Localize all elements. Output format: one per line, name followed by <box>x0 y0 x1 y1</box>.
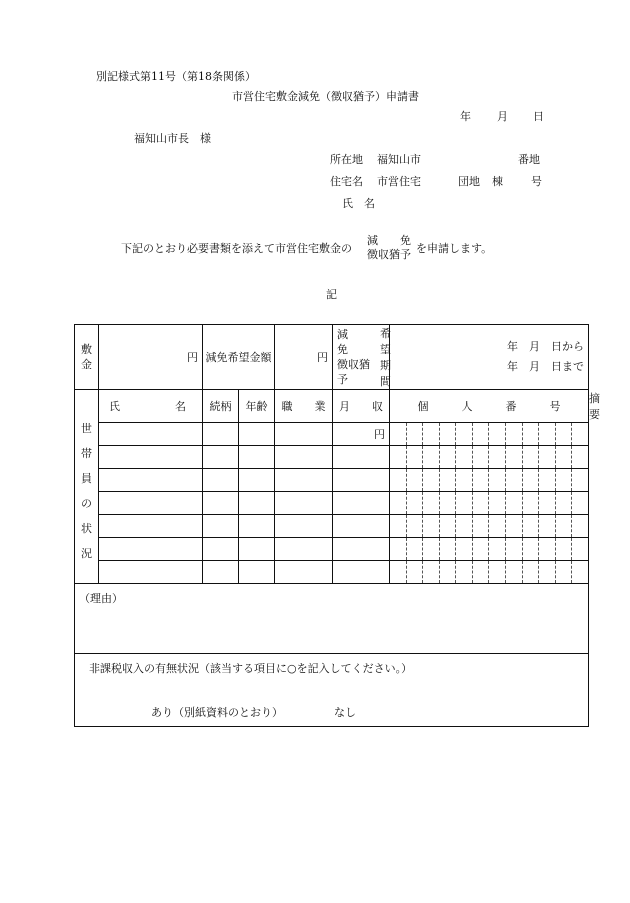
nontax-row <box>75 654 589 727</box>
shikikin-amount-cell[interactable]: 円 <box>99 325 203 390</box>
form-number: 別記様式第11号（第18条関係） <box>96 70 256 83</box>
date-year: 年 <box>460 110 471 123</box>
reason-cell[interactable] <box>75 584 589 654</box>
intro-chousyu: 徴収猶予 <box>367 248 411 261</box>
table-row <box>75 469 589 492</box>
nontax-yes[interactable]: あり（別紙資料のとおり） <box>151 706 283 719</box>
intro-genmen: 減 免 <box>367 234 411 247</box>
col-mynumber: 個 人 番 号 <box>390 390 589 423</box>
address-label: 所在地 <box>330 153 363 166</box>
table-row <box>75 515 589 538</box>
income-unit: 円 <box>374 428 385 441</box>
application-table <box>74 324 600 727</box>
address-value: 福知山市 <box>377 153 421 166</box>
addressee: 福知山市長 様 <box>134 132 211 145</box>
genmen-amount-label: 減免希望金額 <box>203 325 275 390</box>
table-row <box>75 561 589 584</box>
ki-label: 記 <box>326 288 337 301</box>
nontax-label: 非課税収入の有無状況（該当する項目に○を記入してください。） <box>89 662 413 675</box>
housing-tou: 棟 <box>492 175 503 188</box>
genmen-type-cell: 減 免 徴収猶予 希望期間 <box>333 325 390 390</box>
col-name: 氏 名 <box>99 390 203 423</box>
reason-label: （理由） <box>79 592 123 605</box>
address-suffix: 番地 <box>518 153 540 166</box>
summary-row <box>75 325 589 390</box>
col-relation: 続柄 <box>203 390 239 423</box>
intro-after: を申請します。 <box>416 242 493 255</box>
table-row <box>75 423 589 446</box>
col-age: 年齢 <box>239 390 275 423</box>
household-header-row: 世 帯 員 の 状 況 氏 名 続柄 年齢 職 業 月 収 個 人 番 号 摘 要 <box>75 390 589 423</box>
table-row <box>75 538 589 561</box>
housing-value: 市営住宅 <box>377 175 421 188</box>
genmen-amount-cell[interactable]: 円 <box>275 325 333 390</box>
household-side-label: 世 帯 員 の 状 況 <box>75 390 99 584</box>
nontax-no[interactable]: なし <box>334 706 356 719</box>
date-day: 日 <box>533 110 544 123</box>
housing-gou: 号 <box>531 175 542 188</box>
table-row <box>75 446 589 469</box>
table-row <box>75 492 589 515</box>
period-cell[interactable]: 年 月 日から 年 月 日まで <box>390 325 589 390</box>
nontax-cell <box>75 654 589 727</box>
housing-danchi: 団地 <box>458 175 480 188</box>
date-month: 月 <box>497 110 508 123</box>
shikikin-label: 敷 金 <box>75 325 99 390</box>
period-label: 希望期間 <box>380 327 391 388</box>
col-income: 月 収 <box>333 390 390 423</box>
document-title: 市営住宅敷金減免（徴収猶予）申請書 <box>232 90 419 103</box>
col-job: 職 業 <box>275 390 333 423</box>
intro-before: 下記のとおり必要書類を添えて市営住宅敷金の <box>121 242 352 255</box>
housing-label: 住宅名 <box>330 175 363 188</box>
name-label: 氏 名 <box>342 197 375 210</box>
reason-row <box>75 584 589 654</box>
